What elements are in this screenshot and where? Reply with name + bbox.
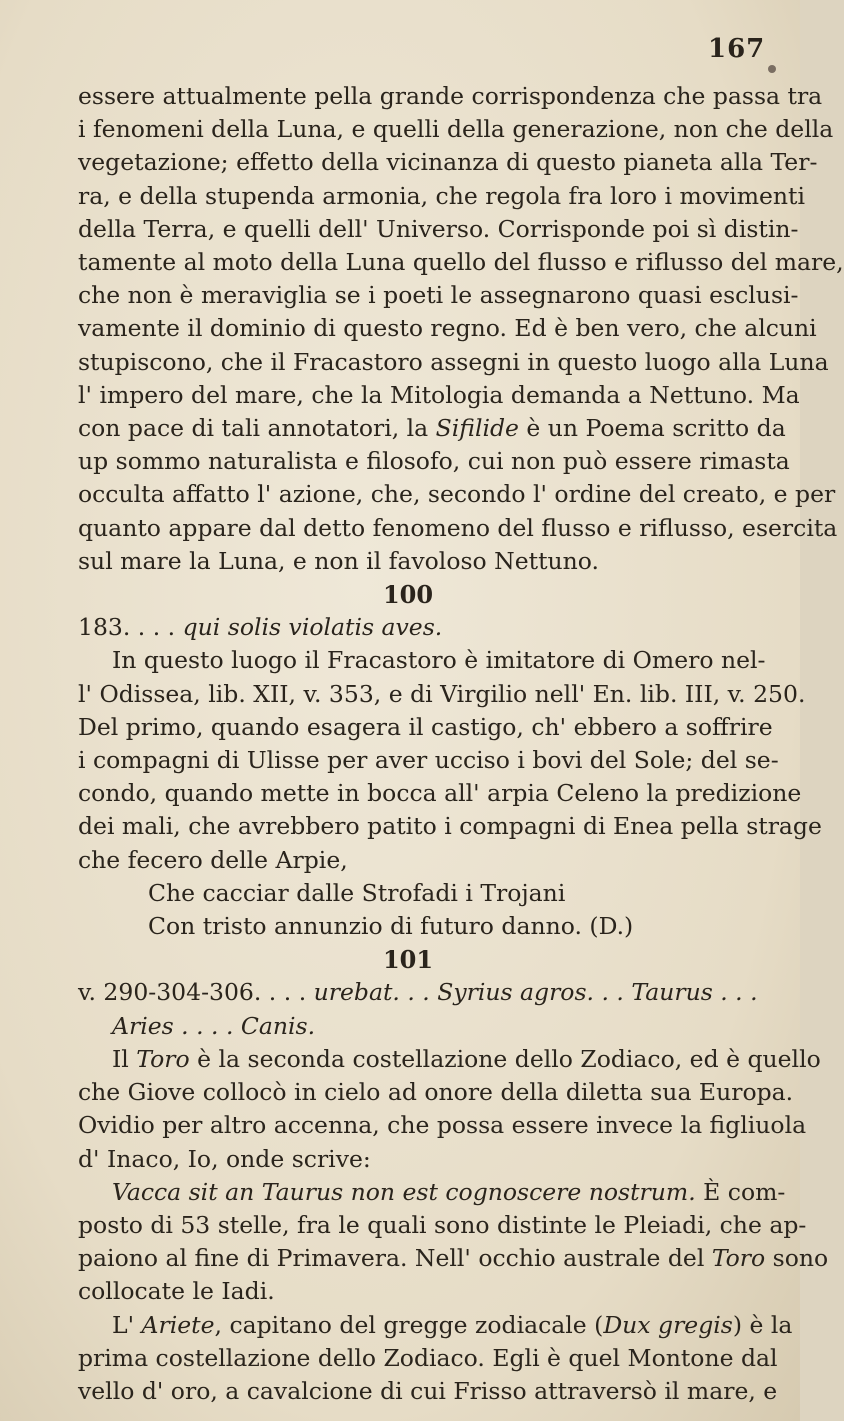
- verse-reference: [78, 611, 738, 644]
- italic-term: Toro: [711, 1244, 766, 1273]
- text-line: stupiscono, che il Fracastoro assegni in questo luogo alla Luna: [78, 347, 829, 376]
- title-sifilide: Sifilide: [435, 414, 519, 443]
- verse-number: 183. . . .: [78, 613, 183, 642]
- page-number: 167: [708, 34, 766, 64]
- text-line: i fenomeni della Luna, e quelli della generazione, non che della: [78, 115, 834, 144]
- text-line: In questo luogo il Fracastoro è imitatore di Omero nel-: [112, 646, 766, 675]
- text-line: [78, 1242, 829, 1275]
- text-span: È com-: [695, 1177, 786, 1206]
- italic-term: Ariete: [141, 1310, 215, 1339]
- text-line: dei mali, che avrebbero patito i compagni di Enea pella strage: [78, 812, 822, 841]
- verse-reference-cont: [78, 1010, 738, 1043]
- text-line: ra, e della stupenda armonia, che regola fra loro i movimenti: [78, 181, 805, 210]
- italic-term: Toro: [136, 1044, 190, 1073]
- text-line: condo, quando mette in bocca all' arpia Celeno la predizione: [78, 779, 802, 808]
- text-line: Del primo, quando esagera il castigo, ch' ebbero a soffrire: [78, 712, 773, 741]
- text-line: [78, 1176, 786, 1209]
- note-heading-101: 101: [382, 945, 434, 975]
- text-line: che Giove collocò in cielo ad onore della diletta sua Europa.: [78, 1078, 794, 1107]
- text-line: sul mare la Luna, e non il favoloso Nettuno.: [78, 546, 599, 575]
- binding-hole: [768, 65, 776, 73]
- text-line: prima costellazione dello Zodiaco. Egli è quel Montone dal: [78, 1343, 778, 1372]
- text-line: up sommo naturalista e filosofo, cui non può essere rimasta: [78, 447, 790, 476]
- text-line: collocate le Iadi.: [78, 1277, 275, 1306]
- text-span: ) è la: [732, 1310, 793, 1339]
- body-text: [78, 80, 844, 1408]
- text-line: d' Inaco, Io, onde scrive:: [78, 1144, 371, 1173]
- text-line: che non è meraviglia se i poeti le assegnarono quasi esclusi-: [78, 281, 799, 310]
- verse-quote: qui solis violatis aves.: [182, 613, 443, 642]
- text-span: sono: [765, 1244, 829, 1273]
- text-line: quanto appare dal detto fenomeno del flusso e riflusso, esercita: [78, 513, 838, 542]
- text-line: essere attualmente pella grande corrispondenza che passa tra: [78, 82, 823, 110]
- text-line: vamente il dominio di questo regno. Ed è ben vero, che alcuni: [78, 314, 817, 343]
- note-heading-100: 100: [382, 580, 434, 610]
- text-line: Ovidio per altro accenna, che possa essere invece la figliuola: [78, 1111, 807, 1140]
- text-line: vello d' oro, a cavalcione di cui Frisso attraversò il mare, e: [78, 1376, 778, 1405]
- text-span: è un Poema scritto da: [518, 414, 786, 443]
- verse-reference: [78, 976, 758, 1009]
- text-line: che fecero delle Arpie,: [78, 845, 348, 874]
- latin-quote: Vacca sit an Taurus non est cognoscere nostrum.: [112, 1177, 696, 1206]
- text-line: [78, 1043, 821, 1076]
- text-line: vegetazione; effetto della vicinanza di questo pianeta alla Ter-: [78, 148, 818, 177]
- latin-term: Dux gregis: [603, 1310, 733, 1339]
- text-span: è la seconda costellazione dello Zodiaco, ed è quello: [189, 1044, 821, 1073]
- verse-number: v. 290-304-306. . . .: [78, 978, 314, 1007]
- text-line: tamente al moto della Luna quello del flusso e riflusso del mare,: [78, 248, 844, 277]
- quoted-verse: Che cacciar dalle Strofadi i Trojani: [148, 878, 566, 907]
- text-line: occulta affatto l' azione, che, secondo l' ordine del creato, e per: [78, 480, 836, 509]
- text-span: paiono al fine di Primavera. Nell' occhio australe del: [78, 1244, 712, 1273]
- text-span: Il: [112, 1044, 137, 1073]
- text-span: L': [112, 1310, 142, 1339]
- text-line: della Terra, e quelli dell' Universo. Corrisponde poi sì distin-: [78, 214, 799, 243]
- text-line: i compagni di Ulisse per aver ucciso i bovi del Sole; del se-: [78, 746, 779, 775]
- text-line: posto di 53 stelle, fra le quali sono distinte le Pleiadi, che ap-: [78, 1210, 807, 1239]
- verse-quote: urebat. . . Syrius agros. . . Taurus . . .: [313, 978, 758, 1007]
- verse-quote: Aries . . . . Canis.: [112, 1011, 316, 1040]
- text-line: l' Odissea, lib. XII, v. 353, e di Virgilio nell' En. lib. III, v. 250.: [78, 679, 806, 708]
- text-span: con pace di tali annotatori, la: [78, 414, 436, 443]
- text-span: , capitano del gregge zodiacale (: [214, 1310, 604, 1339]
- text-line: [78, 412, 786, 445]
- quoted-verse: Con tristo annunzio di futuro danno. (D.): [148, 912, 634, 941]
- text-line: l' impero del mare, che la Mitologia demanda a Nettuno. Ma: [78, 380, 800, 409]
- text-line: [78, 1309, 793, 1342]
